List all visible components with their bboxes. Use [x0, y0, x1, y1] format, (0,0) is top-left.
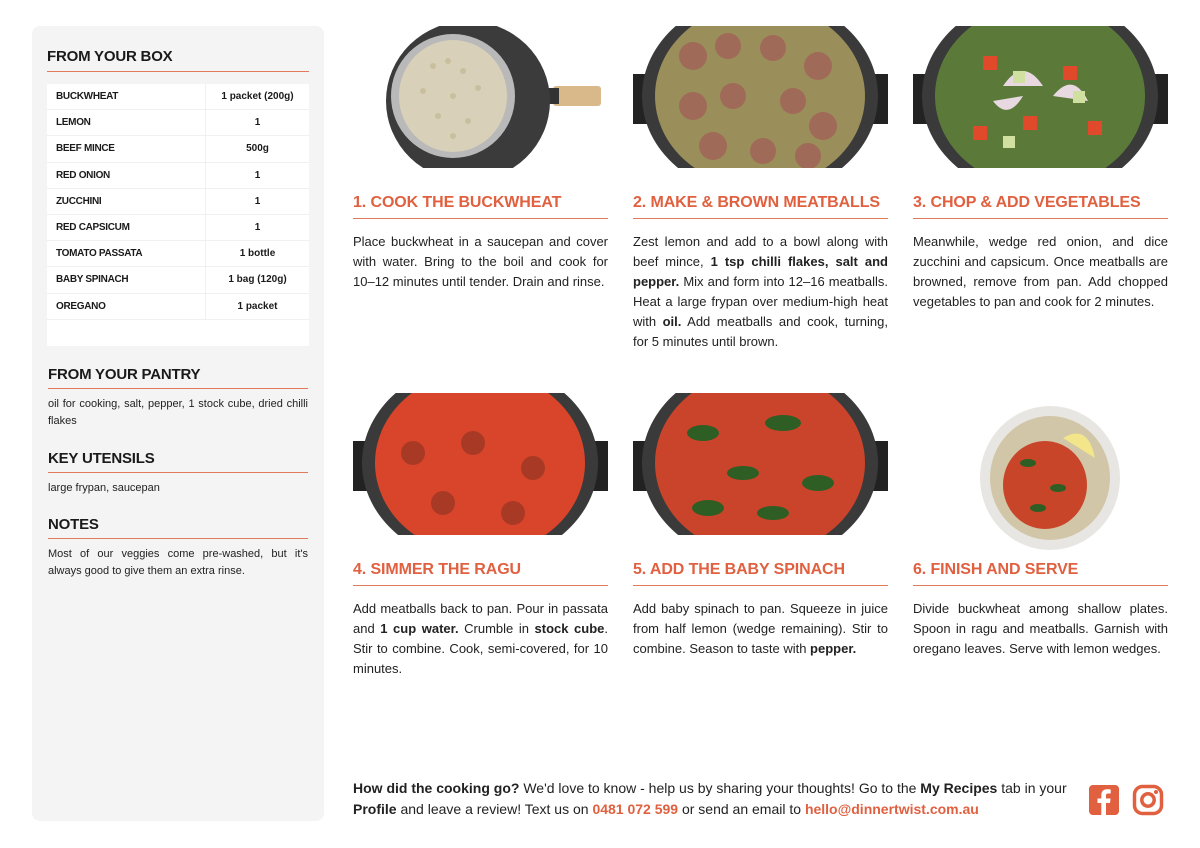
- notes-section: [48, 516, 308, 580]
- ingredient-qty: 1 packet: [205, 294, 309, 319]
- step-5-text: Add baby spinach to pan. Squeeze in juice from half lemon (wedge remaining). Stir to combine. Season to taste with pepper.: [633, 601, 888, 656]
- ingredient-row: [47, 294, 309, 320]
- step-6-title: 6. FINISH AND SERVE: [913, 561, 1168, 586]
- step-5-title: 5. ADD THE BABY SPINACH: [633, 561, 888, 586]
- ingredient-qty: 1: [205, 215, 309, 240]
- ingredient-name: TOMATO PASSATA: [56, 248, 143, 260]
- step-1-title: 1. COOK THE BUCKWHEAT: [353, 194, 608, 219]
- from-your-box-heading: FROM YOUR BOX: [47, 48, 309, 72]
- step-3-photo: [913, 26, 1168, 168]
- feedback-footer: How did the cooking go? We'd love to know - help us by sharing your thoughts! Go to the My Recipes tab in your Profile and leave a review! Text us on 0481 072 599 or send an email to hello@dinnertwist.com.au: [353, 780, 1067, 817]
- notes-heading: NOTES: [48, 516, 308, 539]
- step-6: [913, 393, 1168, 659]
- ingredient-qty: 1 bottle: [205, 241, 309, 266]
- ingredients-table: [47, 84, 309, 346]
- ingredient-qty: 1: [205, 163, 309, 188]
- phone-link[interactable]: 0481 072 599: [592, 801, 679, 817]
- my-recipes-link[interactable]: My Recipes: [920, 780, 998, 796]
- instagram-icon[interactable]: [1132, 784, 1164, 821]
- ingredient-row: [47, 189, 309, 215]
- step-2-title: 2. MAKE & BROWN MEATBALLS: [633, 194, 888, 219]
- profile-link[interactable]: Profile: [353, 801, 397, 817]
- step-4: [353, 393, 608, 679]
- ingredient-name: RED CAPSICUM: [56, 222, 130, 234]
- ingredient-qty: 1: [205, 189, 309, 214]
- step-1: [353, 26, 608, 292]
- ingredient-row: [47, 84, 309, 110]
- step-1-text: Place buckwheat in a saucepan and cover with water. Bring to the boil and cook for 10–12 minutes until tender. Drain and rinse.: [353, 234, 608, 289]
- ingredient-row: [47, 110, 309, 136]
- email-link[interactable]: hello@dinnertwist.com.au: [804, 801, 979, 817]
- ingredient-name: BUCKWHEAT: [56, 91, 119, 103]
- ingredient-name: BABY SPINACH: [56, 274, 129, 286]
- step-3: [913, 26, 1168, 312]
- step-6-photo: [913, 393, 1168, 535]
- step-3-title: 3. CHOP & ADD VEGETABLES: [913, 194, 1168, 219]
- ingredient-qty: 500g: [205, 136, 309, 161]
- ingredient-name: ZUCCHINI: [56, 195, 102, 207]
- utensils-heading: KEY UTENSILS: [48, 450, 308, 473]
- ingredient-qty: 1: [205, 110, 309, 135]
- feedback-question: How did the cooking go?: [353, 780, 520, 796]
- step-1-photo: [353, 26, 608, 168]
- pantry-text: oil for cooking, salt, pepper, 1 stock cube, dried chilli flakes: [48, 398, 308, 427]
- ingredient-row: [47, 163, 309, 189]
- step-4-photo: [353, 393, 608, 535]
- pantry-heading: FROM YOUR PANTRY: [48, 366, 308, 389]
- ingredient-name: BEEF MINCE: [56, 143, 115, 155]
- step-2-text: Zest lemon and add to a bowl along with beef mince, 1 tsp chilli flakes, salt and pepper. Mix and form into 12–16 meatballs. Heat a large frypan over medium-high heat with oil. Add meatballs and cook, turning, for 5 minutes until brown.: [633, 234, 888, 349]
- utensils-text: large frypan, saucepan: [48, 482, 160, 494]
- step-5-photo: [633, 393, 888, 535]
- ingredient-name: OREGANO: [56, 300, 106, 312]
- step-5: [633, 393, 888, 659]
- ingredient-name: LEMON: [56, 117, 91, 129]
- ingredient-qty: 1 bag (120g): [205, 267, 309, 292]
- step-2-photo: [633, 26, 888, 168]
- social-icons: [1088, 784, 1164, 821]
- step-3-text: Meanwhile, wedge red onion, and dice zucchini and capsicum. Once meatballs are browned, remove from pan. Add chopped vegetables to pan and cook for 2 minutes.: [913, 234, 1168, 309]
- step-6-text: Divide buckwheat among shallow plates. Spoon in ragu and meatballs. Garnish with oregano leaves. Serve with lemon wedges.: [913, 601, 1168, 656]
- ingredient-qty: 1 packet (200g): [205, 84, 309, 109]
- pantry-section: [48, 366, 308, 430]
- facebook-icon[interactable]: [1088, 784, 1120, 821]
- ingredient-row: [47, 241, 309, 267]
- ingredient-row: [47, 136, 309, 162]
- step-2: [633, 26, 888, 352]
- ingredient-row: [47, 267, 309, 293]
- ingredients-sidebar: [32, 26, 324, 821]
- notes-text: Most of our veggies come pre-washed, but it's always good to give them an extra rinse.: [48, 548, 308, 577]
- ingredient-name: RED ONION: [56, 169, 110, 181]
- step-4-title: 4. SIMMER THE RAGU: [353, 561, 608, 586]
- step-4-text: Add meatballs back to pan. Pour in passata and 1 cup water. Crumble in stock cube. Stir to combine. Cook, semi-covered, for 10 minutes.: [353, 601, 609, 676]
- ingredient-row: [47, 215, 309, 241]
- utensils-section: [48, 450, 308, 497]
